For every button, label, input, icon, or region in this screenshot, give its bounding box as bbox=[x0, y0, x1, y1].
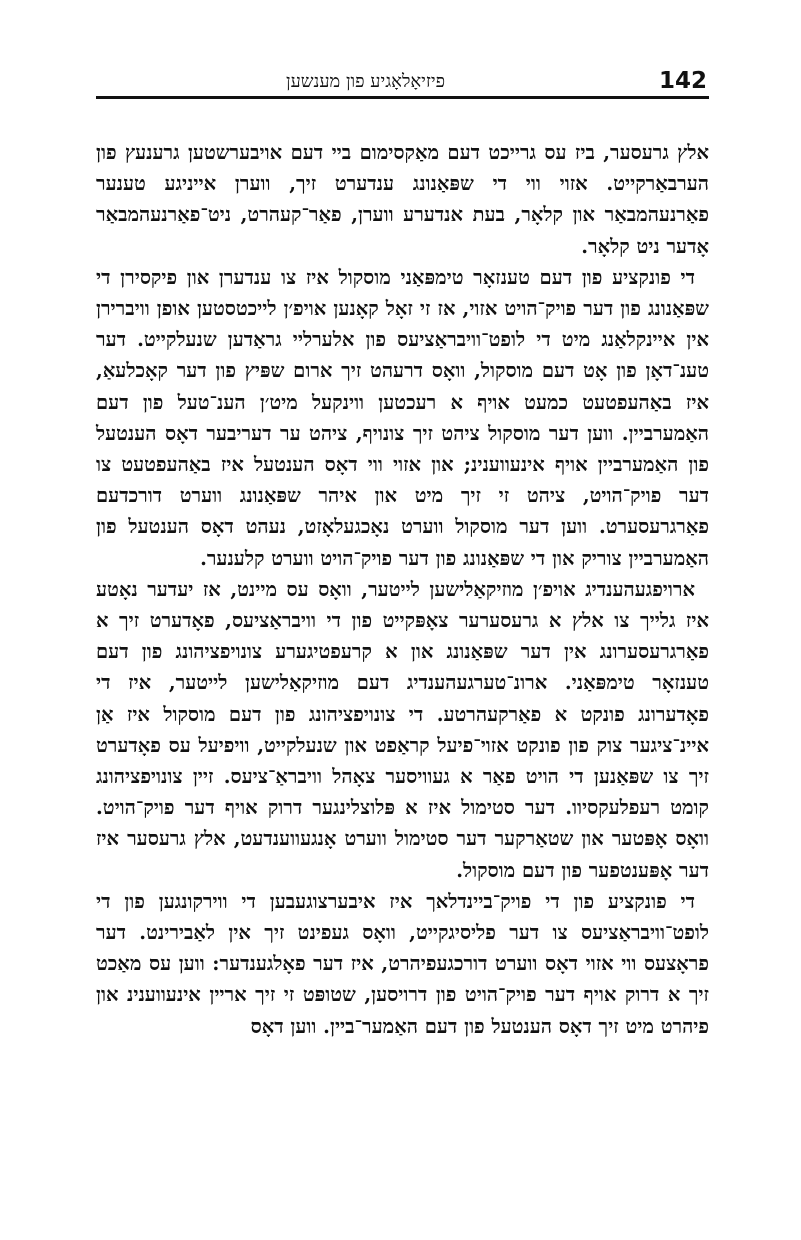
paragraph-1: אלץ גרעסער, ביז עס גרייכט דעם מאַקסימום ביי דעם אויבערשטען גרענעץ פון הערבאַרקייט. אזוי ווי די שפּאַנונג ענדערט זיך, ווערן אייניגע טענער פאַרנעהמבאַר און קלאָר, בעת אנדערע ווערן, פאַר־קעהרט, ניט־פאַרנעהמבאַר אָדער ניט קלאָר. bbox=[96, 141, 709, 258]
page-number: 142 bbox=[658, 68, 707, 94]
paragraph-4: די פונקציע פון די פויק־ביינדלאך איז איבערצוגעבען די ווירקונגען פון די לופט־וויבראַציעס צו דער פליסיגקייט, וואָס געפינט זיך אין לאַבירינט. דער פראָצעס ווי אזוי דאָס ווערט דורכגעפיהרט, איז דער פאָלגענדער: ווען עס מאַכט זיך א דרוק אויף דער פויק־הויט פון דרויסען, שטופּט זי זיך אריין אינעווענינ און פיהרט מיט זיך דאָס הענטעל פון דעם האַמער־ביין. ווען דאָס bbox=[96, 889, 709, 1038]
body-text bbox=[96, 137, 709, 1042]
running-head bbox=[96, 66, 709, 99]
running-head-title: פיזיאָלאָגיע פון מענשען bbox=[286, 71, 446, 92]
paragraph-3: ארויפגעהענדיג אויפ׳ן מוזיקאַלישען לייטער, וואָס עס מיינט, אז יעדער נאָטע איז גלייך צו אלץ א גרעסערער צאָפּקייט פון די וויבראַציעס, פאָדערט זיך א פאַרגרעסערונג אין דער שפּאַנונג און א קרעפטיגערע צונויפציהונג פון דעם טענזאָר טימפּאַני. ארונ־טערגעהענדיג דעם מוזיקאַלישען לייטער, איז די פאָדערונג פונקט א פאַרקעהרטע. די צונויפציהונג פון דעם מוסקול איז אַן איינ־ציגער צוק פון פונקט אזוי־פיעל קראַפט און שנעלקייט, וויפיעל עס פאָדערט זיך צו שפּאַנען די הויט פאַר א געוויסער צאָהל וויבראַ־ציעס. זיין צונויפציהונג קומט רעפלעקסיוו. דער סטימול איז א פּלוצלינגער דרוק אויף דער פויק־הויט. וואָס אָפּטער און שטאַרקער דער סטימול ווערט אָנגעווענדעט, אלץ גרעסער איז דער אָפּענטפער פון דעם מוסקול. bbox=[96, 577, 709, 882]
paragraph-2: די פונקציע פון דעם טענזאָר טימפּאַני מוסקול איז צו ענדערן און פיקסירן די שפּאַנונג פון דער פויק־הויט אזוי, אז זי זאָל קאָנען אויפ׳ן לייכטסטען אופן וויברירן אין איינקלאַנג מיט די לופט־וויבראַציעס פון אלערליי גראַדען שנעלקייט. דער טענ־דאָן פון אָט דעם מוסקול, וואָס דרעהט זיך ארום שפּיץ פון דער קאָכלעאַ, איז באַהעפטעט כמעט אויף א רעכטען ווינקעל מיט׳ן הענ־טעל פון דעם האַמערביין. ווען דער מוסקול ציהט זיך צונויף, ציהט ער דעריבער דאָס הענטעל פון האַמערביין אויף אינעווענינ; און אזוי ווי דאָס הענטעל איז באַהעפטעט צו דער פויק־הויט, ציהט זי זיך מיט און איהר שפּאַנונג ווערט דורכדעם פאַרגרעסערט. ווען דער מוסקול ווערט נאָכגעלאָזט, נעהט דאָס הענטעל פון האַמערביין צוריק און די שפּאַנונג פון דער פויק־הויט ווערט קלענער. bbox=[96, 265, 709, 570]
